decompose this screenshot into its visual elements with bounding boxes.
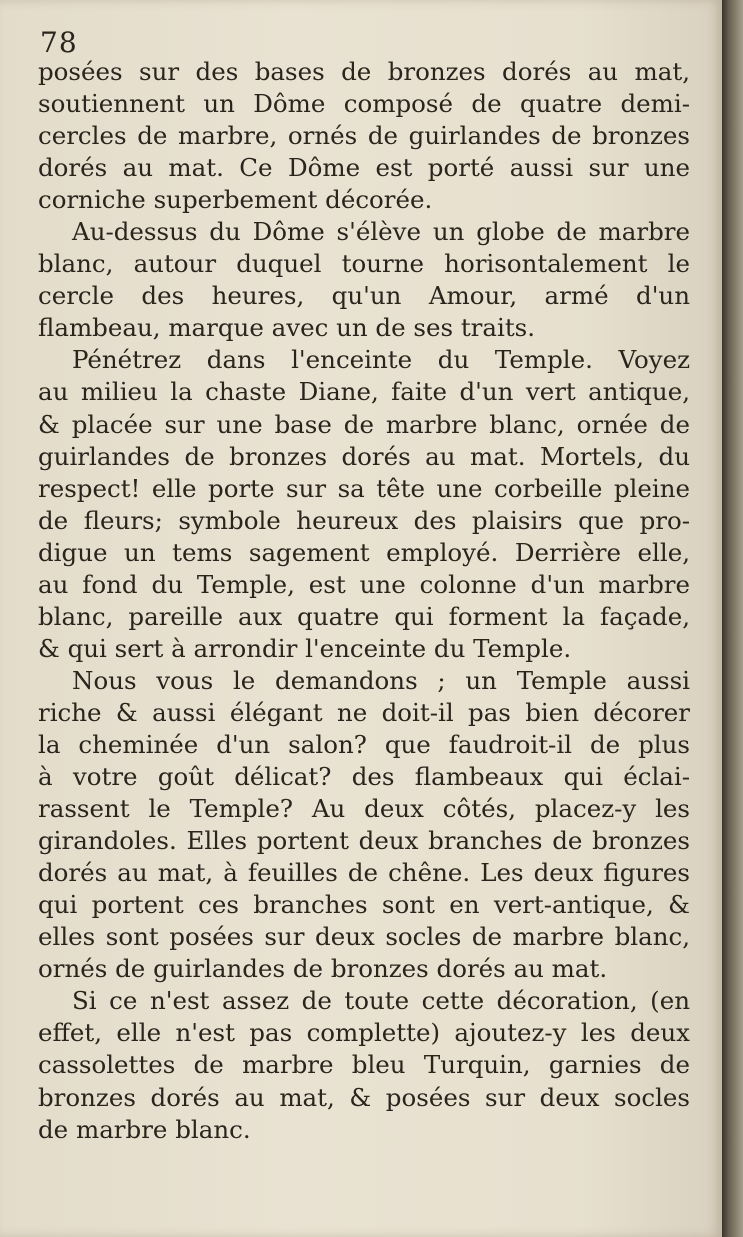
text-line: qui portent ces branches sont en vert-antique, & bbox=[38, 890, 690, 920]
text-line: rassent le Temple? Au deux côtés, placez-y les bbox=[38, 794, 690, 824]
text-line: blanc, autour duquel tourne horisontalement le bbox=[38, 249, 690, 279]
text-line: au milieu la chaste Diane, faite d'un vert antique, bbox=[38, 377, 690, 407]
text-line: à votre goût délicat? des flambeaux qui éclai- bbox=[38, 762, 690, 792]
text-line: elles sont posées sur deux socles de marbre blanc, bbox=[38, 922, 690, 952]
text-line: cercle des heures, qu'un Amour, armé d'un bbox=[38, 281, 690, 311]
text-line: la cheminée d'un salon? que faudroit-il de plus bbox=[38, 729, 690, 759]
text-line: Au-dessus du Dôme s'élève un globe de marbre bbox=[72, 217, 690, 247]
page-number: 78 bbox=[40, 26, 78, 59]
body-text bbox=[38, 56, 690, 1146]
text-line: dorés au mat, à feuilles de chêne. Les deux figures bbox=[38, 858, 690, 888]
text-line: respect! elle porte sur sa tête une corbeille pleine bbox=[38, 473, 690, 503]
text-line: posées sur des bases de bronzes dorés au mat, bbox=[38, 57, 690, 86]
text-line: de marbre blanc. bbox=[38, 1114, 251, 1144]
text-line: soutiennent un Dôme composé de quatre demi- bbox=[38, 89, 690, 119]
text-line: Si ce n'est assez de toute cette décoration, (en bbox=[72, 986, 690, 1016]
text-line: digue un tems sagement employé. Derrière elle, bbox=[38, 537, 690, 567]
text-line: blanc, pareille aux quatre qui forment la façade, bbox=[38, 601, 690, 631]
book-gutter bbox=[722, 0, 743, 1237]
text-line: riche & aussi élégant ne doit-il pas bien décorer bbox=[38, 697, 690, 727]
text-line: & placée sur une base de marbre blanc, ornée de bbox=[38, 409, 690, 439]
text-line: bronzes dorés au mat, & posées sur deux socles bbox=[38, 1082, 690, 1112]
text-line: ornés de guirlandes de bronzes dorés au mat. bbox=[38, 954, 608, 984]
text-line: de fleurs; symbole heureux des plaisirs que pro- bbox=[38, 505, 690, 535]
text-line: cercles de marbre, ornés de guirlandes de bronzes bbox=[38, 121, 690, 151]
text-line: corniche superbement décorée. bbox=[38, 185, 433, 215]
text-line: dorés au mat. Ce Dôme est porté aussi sur une bbox=[38, 153, 690, 183]
text-line: girandoles. Elles portent deux branches de bronzes bbox=[38, 826, 690, 856]
text-line: Pénétrez dans l'enceinte du Temple. Voyez bbox=[72, 345, 690, 375]
text-line: flambeau, marque avec un de ses traits. bbox=[38, 313, 536, 343]
text-line: cassolettes de marbre bleu Turquin, garnies de bbox=[38, 1050, 690, 1080]
text-line: effet, elle n'est pas complette) ajoutez-y les deux bbox=[38, 1018, 690, 1048]
text-line: & qui sert à arrondir l'enceinte du Temple. bbox=[38, 633, 572, 663]
text-line: au fond du Temple, est une colonne d'un marbre bbox=[38, 569, 690, 599]
text-line: Nous vous le demandons ; un Temple aussi bbox=[72, 665, 690, 695]
text-line: guirlandes de bronzes dorés au mat. Mortels, du bbox=[38, 441, 690, 471]
